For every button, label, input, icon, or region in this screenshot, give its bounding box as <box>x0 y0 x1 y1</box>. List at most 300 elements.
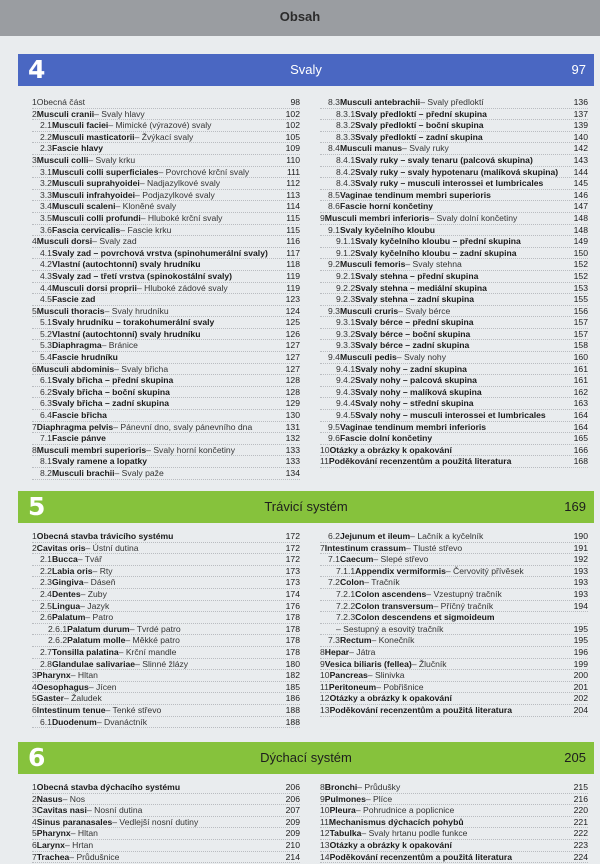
toc-title: Svaly ruky – musculi interossei et lumbricales <box>355 178 544 189</box>
toc-number: 2.1 <box>40 554 52 565</box>
toc-subtitle: – Krční mandle <box>118 646 177 657</box>
toc-number: 5.4 <box>40 352 52 363</box>
toc-entry[interactable] <box>32 375 300 387</box>
toc-entry[interactable] <box>320 248 588 260</box>
toc-title: Pharynx <box>36 828 71 839</box>
toc-entry[interactable] <box>320 120 588 132</box>
toc-entry[interactable] <box>32 248 300 260</box>
toc-entry[interactable] <box>320 340 588 352</box>
toc-number: 3.5 <box>40 212 52 223</box>
toc-entry[interactable] <box>320 635 588 647</box>
toc-number: 4.4 <box>40 282 52 293</box>
toc-subtitle: – Nadjazylkové svaly <box>139 178 221 189</box>
toc-title: Oesophagus <box>36 681 89 692</box>
toc-title: Svaly nohy – musculi interossei et lumbricales <box>355 410 546 421</box>
toc-title: Fascie dolní končetiny <box>339 433 433 444</box>
toc-entry[interactable] <box>320 167 588 179</box>
toc-title: Musculi suprahyoidei <box>51 178 140 189</box>
toc-subtitle: – Bránice <box>101 340 138 351</box>
toc-number: 8.4.3 <box>336 178 356 189</box>
toc-entry[interactable] <box>320 840 588 852</box>
toc-title: Fascie pánve <box>51 433 106 444</box>
toc-subtitle: – Nosní dutina <box>86 805 143 816</box>
toc-entry[interactable] <box>32 531 300 543</box>
toc-page-number: 146 <box>573 189 588 200</box>
toc-page-number: 193 <box>573 565 588 576</box>
toc-entry[interactable] <box>320 329 588 341</box>
toc-title: Svaly kyčelního kloubu – přední skupina <box>355 236 521 247</box>
toc-entry[interactable] <box>32 97 300 109</box>
toc-title: Svaly ruky – svaly hypotenaru (malíková skupina) <box>355 166 559 177</box>
toc-entry[interactable] <box>320 190 588 202</box>
toc-entry[interactable] <box>320 682 588 694</box>
toc-title: Musculi membri superioris <box>36 444 147 455</box>
toc-number: 8.3.2 <box>336 120 356 131</box>
toc-entry[interactable] <box>320 531 588 543</box>
toc-title: Vesica biliaris (fellea) <box>324 658 412 669</box>
toc-title: Obecná stavba dýchacího systému <box>36 782 181 792</box>
toc-page-number: 196 <box>573 646 588 657</box>
toc-page-number: 216 <box>573 793 588 804</box>
toc-subtitle: – Svaly hlavy <box>94 108 145 119</box>
toc-page-number: 173 <box>285 577 300 588</box>
toc-number: 11 <box>320 456 329 467</box>
toc-number: 9.4.1 <box>336 363 356 374</box>
toc-entry[interactable] <box>320 456 588 468</box>
toc-entry[interactable] <box>320 109 588 121</box>
toc-page-number: 188 <box>285 704 300 715</box>
toc-entry[interactable] <box>320 817 588 829</box>
toc-entry[interactable] <box>32 705 300 717</box>
toc-page-number: 102 <box>285 120 300 131</box>
toc-entry[interactable] <box>320 201 588 213</box>
toc-entry[interactable] <box>320 294 588 306</box>
toc-number: 6 <box>32 839 37 850</box>
toc-page-number: 128 <box>285 386 300 397</box>
toc-page-number: 127 <box>285 352 300 363</box>
toc-entry[interactable] <box>32 283 300 295</box>
toc-entry[interactable] <box>32 612 300 624</box>
toc-entry[interactable] <box>320 577 588 589</box>
toc-entry[interactable] <box>32 589 300 601</box>
toc-entry[interactable] <box>32 817 300 829</box>
toc-title: Musculi antebrachii <box>339 97 421 107</box>
toc-entry[interactable] <box>32 805 300 817</box>
toc-entry[interactable] <box>32 329 300 341</box>
toc-number: 7.3 <box>328 635 340 646</box>
toc-page-number: 150 <box>573 247 588 258</box>
toc-entry[interactable] <box>320 283 588 295</box>
toc-entry[interactable] <box>32 647 300 659</box>
toc-subtitle: – Žaludek <box>64 693 102 704</box>
toc-number: 7.2.1 <box>336 588 356 599</box>
toc-entry[interactable] <box>320 352 588 364</box>
toc-entry[interactable] <box>320 213 588 225</box>
toc-number: 4 <box>32 681 37 692</box>
toc-entry[interactable] <box>32 387 300 399</box>
toc-number: 9.1.2 <box>336 247 356 258</box>
toc-entry[interactable] <box>320 236 588 248</box>
toc-subtitle: – Dáseň <box>83 577 116 588</box>
toc-subtitle: – Povrchové krční svaly <box>158 166 250 177</box>
toc-title: Svaly stehna – zadní skupina <box>355 294 475 305</box>
toc-entry[interactable] <box>320 422 588 434</box>
toc-entry[interactable] <box>32 352 300 364</box>
toc-entry[interactable] <box>32 213 300 225</box>
toc-page-number: 139 <box>573 120 588 131</box>
toc-entry[interactable] <box>320 259 588 271</box>
toc-title: Svaly břicha – zadní skupina <box>51 398 169 409</box>
toc-number: 10 <box>320 805 330 816</box>
chapter-header-6[interactable] <box>18 742 594 774</box>
toc-title: Poděkování recenzentům a použitá literatura <box>329 851 512 862</box>
toc-subtitle: – Svaly hrtanu podle funkce <box>361 828 468 839</box>
toc-title: Musculi colli profundi <box>51 212 141 223</box>
toc-page-number: 194 <box>573 600 588 611</box>
toc-entry[interactable] <box>32 340 300 352</box>
toc-entry[interactable] <box>32 190 300 202</box>
toc-number: 3.2 <box>40 178 52 189</box>
toc-title: Palatum durum <box>67 623 130 634</box>
toc-entry[interactable] <box>32 456 300 468</box>
toc-entry[interactable] <box>32 132 300 144</box>
toc-title: Svaly zad – povrchová vrstva (spinohumerální svaly) <box>51 247 268 258</box>
toc-page-number: 180 <box>285 658 300 669</box>
toc-entry[interactable] <box>32 225 300 237</box>
toc-subtitle: – Pohrudnice a poplicnice <box>355 805 455 816</box>
toc-subtitle: – Plíce <box>365 793 393 804</box>
toc-title: Svaly ramene a lopatky <box>51 456 148 467</box>
toc-entry[interactable] <box>320 794 588 806</box>
toc-number: 3.3 <box>40 189 52 200</box>
toc-entry[interactable] <box>32 167 300 179</box>
toc-number: 2.1 <box>40 120 52 131</box>
toc-entry[interactable] <box>32 840 300 852</box>
toc-entry[interactable] <box>320 782 588 794</box>
toc-entry[interactable] <box>32 670 300 682</box>
toc-number: 5.3 <box>40 340 52 351</box>
toc-entry[interactable] <box>32 364 300 376</box>
toc-entry[interactable] <box>32 422 300 434</box>
toc-entry[interactable] <box>32 682 300 694</box>
toc-title: Svaly zad – třetí vrstva (spinokostální svaly) <box>51 270 233 281</box>
toc-title: Svaly nohy – zadní skupina <box>355 363 467 374</box>
toc-page-number: 152 <box>573 259 588 270</box>
toc-title: Musculi colli superficiales <box>51 166 159 177</box>
toc-entry[interactable] <box>320 445 588 457</box>
toc-title: Trachea <box>36 851 70 862</box>
toc-title: Diaphragma pelvis <box>36 421 114 432</box>
toc-number: 6.2 <box>40 386 52 397</box>
toc-title: Svaly bérce – zadní skupina <box>355 340 470 351</box>
toc-subtitle: – Tvrdé patro <box>129 623 181 634</box>
toc-title: Vaginae tendinum membri inferioris <box>339 421 487 432</box>
toc-page-number: 206 <box>285 782 300 792</box>
toc-page-number: 110 <box>286 154 300 165</box>
toc-number: 3 <box>32 670 37 681</box>
toc-entry[interactable] <box>320 387 588 399</box>
toc-page-number: 221 <box>573 816 588 827</box>
toc-entry[interactable] <box>32 236 300 248</box>
toc-title: Fascie horní končetiny <box>339 201 434 212</box>
toc-number: 5 <box>32 305 37 316</box>
toc-entry[interactable] <box>320 670 588 682</box>
toc-subtitle: – Svaly krku <box>88 154 136 165</box>
toc-entry[interactable] <box>32 155 300 167</box>
toc-page-number: 112 <box>286 178 300 189</box>
toc-title: Svaly předloktí – zadní skupina <box>355 131 483 142</box>
toc-entry[interactable] <box>320 375 588 387</box>
toc-title: Dentes <box>51 588 81 599</box>
toc-number: 11 <box>320 681 329 692</box>
toc-subtitle: – Svaly nohy <box>396 352 446 363</box>
toc-number: 9.4.5 <box>336 410 356 421</box>
toc-entry[interactable] <box>32 201 300 213</box>
toc-entry[interactable] <box>32 601 300 613</box>
toc-title: Fascie zad <box>51 294 96 305</box>
toc-page-number: 117 <box>286 247 300 258</box>
toc-page-number: 192 <box>573 554 588 565</box>
toc-number: 9 <box>320 658 325 669</box>
chapter-header-5[interactable] <box>18 491 594 523</box>
toc-page-number: 143 <box>573 154 588 165</box>
toc-subtitle: – Lačník a kyčelník <box>410 531 484 541</box>
toc-title: Jejunum et ileum <box>339 531 411 541</box>
toc-entry[interactable] <box>32 554 300 566</box>
toc-entry[interactable] <box>320 271 588 283</box>
toc-title: Colon transversum <box>355 600 434 611</box>
toc-entry[interactable] <box>320 398 588 410</box>
toc-page-number: 195 <box>573 623 588 634</box>
toc-subtitle: – Podjazylkové svaly <box>135 189 215 200</box>
toc-number: 1 <box>32 97 37 107</box>
toc-number: 12 <box>320 828 330 839</box>
toc-title: Rectum <box>339 635 372 646</box>
toc-title: Otázky a obrázky k opakování <box>329 444 452 455</box>
toc-number: 9 <box>320 212 325 223</box>
toc-title: Svaly nohy – palcová skupina <box>355 375 477 386</box>
toc-entry[interactable] <box>32 468 300 480</box>
toc-title: Poděkování recenzentům a použitá literatura <box>329 704 512 715</box>
toc-entry[interactable] <box>320 705 588 717</box>
toc-title: Musculi dorsi proprii <box>51 282 137 293</box>
toc-title: Palatum <box>51 612 86 623</box>
toc-number: 9.3.1 <box>336 317 356 328</box>
toc-page-number: 129 <box>285 398 300 409</box>
toc-entry[interactable] <box>32 693 300 705</box>
toc-page-number: 124 <box>285 305 300 316</box>
toc-entry[interactable] <box>32 577 300 589</box>
toc-number: 7 <box>32 421 37 432</box>
toc-title: Musculi thoracis <box>36 305 105 316</box>
toc-entry[interactable] <box>32 445 300 457</box>
toc-subtitle: – Slinivka <box>367 670 405 681</box>
toc-number: 5 <box>32 693 37 704</box>
toc-subtitle: – Konečník <box>371 635 415 646</box>
toc-number: 4 <box>32 236 37 247</box>
toc-entry[interactable] <box>32 794 300 806</box>
toc-number: 9.5 <box>328 421 340 432</box>
toc-title: Svaly břicha – přední skupina <box>51 375 174 386</box>
toc-number: 5.1 <box>40 317 52 328</box>
toc-entry[interactable] <box>320 433 588 445</box>
toc-page-number: 153 <box>573 282 588 293</box>
toc-entry[interactable] <box>320 601 588 613</box>
toc-page-number: 165 <box>573 433 588 444</box>
toc-entry[interactable] <box>32 410 300 422</box>
toc-page-number: 190 <box>573 531 588 541</box>
chapter-title: Dýchací systém <box>260 750 352 765</box>
toc-subtitle: – Pobřišnice <box>376 681 424 692</box>
toc-entry[interactable] <box>320 554 588 566</box>
toc-number: 6.1 <box>40 375 52 386</box>
toc-page-number: 178 <box>285 635 300 646</box>
toc-entry[interactable] <box>32 109 300 121</box>
toc-entry[interactable] <box>320 693 588 705</box>
toc-entry[interactable] <box>320 306 588 318</box>
toc-entry[interactable] <box>32 566 300 578</box>
toc-number: 8 <box>320 782 325 792</box>
toc-number: 6.3 <box>40 398 52 409</box>
toc-page-number: 160 <box>573 352 588 363</box>
page-title: Obsah <box>279 9 321 24</box>
toc-entry[interactable] <box>320 410 588 422</box>
toc-page-number: 178 <box>285 646 300 657</box>
toc-entry[interactable] <box>32 624 300 636</box>
toc-subtitle: – Svaly bérce <box>398 305 451 316</box>
toc-title: Musculi brachii <box>51 468 115 478</box>
toc-entry[interactable] <box>32 398 300 410</box>
toc-subtitle: – Svaly horní končetiny <box>146 444 236 455</box>
toc-subtitle: – Měkké patro <box>125 635 180 646</box>
toc-entry[interactable] <box>320 659 588 671</box>
toc-title: Musculi dorsi <box>36 236 93 247</box>
toc-column-right <box>320 782 588 863</box>
toc-entry[interactable] <box>32 828 300 840</box>
toc-page-number: 155 <box>573 294 588 305</box>
toc-number: 7.1 <box>328 554 340 565</box>
toc-number: 2.2 <box>40 131 52 142</box>
toc-subtitle: – Svaly břicha <box>114 363 169 374</box>
toc-number: 2 <box>32 542 37 553</box>
toc-title: Svaly bérce – boční skupina <box>355 328 471 339</box>
toc-page-number: 102 <box>285 108 300 119</box>
toc-entry[interactable] <box>32 635 300 647</box>
toc-number: 4 <box>32 816 37 827</box>
toc-number: 6.1 <box>40 716 52 727</box>
toc-page-number: 111 <box>286 166 300 177</box>
toc-page-number: 210 <box>285 839 300 850</box>
toc-page-number: 161 <box>573 375 588 386</box>
toc-number: 7.2.3 <box>336 612 356 623</box>
toc-number: 9.2.2 <box>336 282 356 293</box>
toc-entry[interactable] <box>320 852 588 864</box>
toc-entry[interactable] <box>320 612 588 624</box>
toc-page-number: 119 <box>286 282 300 293</box>
toc-entry[interactable] <box>32 178 300 190</box>
toc-entry[interactable] <box>320 143 588 155</box>
toc-page-number: 185 <box>285 681 300 692</box>
toc-title: Larynx <box>36 839 65 850</box>
toc-title: Musculi femoris <box>339 259 406 270</box>
toc-entry[interactable] <box>32 317 300 329</box>
toc-title: Cavitas nasi <box>36 805 87 816</box>
toc-entry[interactable] <box>32 852 300 864</box>
toc-entry[interactable] <box>32 306 300 318</box>
toc-entry[interactable] <box>320 97 588 109</box>
toc-entry[interactable] <box>320 647 588 659</box>
toc-entry[interactable] <box>320 317 588 329</box>
toc-entry[interactable] <box>320 624 588 636</box>
toc-page-number: 109 <box>285 143 300 154</box>
toc-entry[interactable] <box>32 271 300 283</box>
toc-page-number: 188 <box>285 716 300 727</box>
toc-entry[interactable] <box>320 566 588 578</box>
toc-page-number: 118 <box>286 259 300 270</box>
toc-entry[interactable] <box>320 589 588 601</box>
toc-entry[interactable] <box>32 294 300 306</box>
toc-number: 8.3 <box>328 97 340 107</box>
toc-page-number: 223 <box>573 839 588 850</box>
toc-entry[interactable] <box>320 155 588 167</box>
toc-number: 3.1 <box>40 166 52 177</box>
toc-entry[interactable] <box>320 132 588 144</box>
toc-title: Musculi masticatorii <box>51 131 135 142</box>
toc-page-number: 172 <box>285 531 300 541</box>
toc-entry[interactable] <box>32 659 300 671</box>
chapter-title: Trávicí systém <box>264 499 348 514</box>
toc-number: 3 <box>32 805 37 816</box>
toc-page-number: 195 <box>573 635 588 646</box>
toc-title: Mechanismus dýchacích pohybů <box>328 816 464 827</box>
toc-entry[interactable] <box>32 433 300 445</box>
toc-entry[interactable] <box>32 717 300 729</box>
toc-entry[interactable] <box>320 543 588 555</box>
toc-number: 5.2 <box>40 328 52 339</box>
toc-number: 8.4 <box>328 143 340 154</box>
toc-page-number: 113 <box>286 189 300 200</box>
toc-title: Intestinum crassum <box>324 542 406 553</box>
toc-number: 2.2 <box>40 565 52 576</box>
toc-title: Lingua <box>51 600 81 611</box>
toc-number: 2.6 <box>40 612 52 623</box>
toc-subtitle: – Mimické (výrazové) svaly <box>108 120 212 131</box>
toc-entry[interactable] <box>320 225 588 237</box>
toc-entry[interactable] <box>32 543 300 555</box>
toc-entry[interactable] <box>32 782 300 794</box>
toc-number: 7 <box>320 542 325 553</box>
toc-page-number: 222 <box>573 828 588 839</box>
toc-subtitle: – Dvanáctník <box>96 716 147 727</box>
toc-entry[interactable] <box>320 178 588 190</box>
toc-subtitle: – Jícen <box>88 681 117 692</box>
toc-page-number: 214 <box>285 851 300 862</box>
toc-entry[interactable] <box>320 828 588 840</box>
toc-number: 2.7 <box>40 646 52 657</box>
toc-entry[interactable] <box>32 259 300 271</box>
toc-entry[interactable] <box>320 805 588 817</box>
toc-subtitle: – Pánevní dno, svaly pánevního dna <box>113 421 253 432</box>
toc-entry[interactable] <box>320 364 588 376</box>
chapter-header-4[interactable] <box>18 54 594 86</box>
toc-entry[interactable] <box>32 120 300 132</box>
toc-page-number: 116 <box>286 236 300 247</box>
toc-title: Caecum <box>339 554 374 565</box>
toc-page-number: 200 <box>573 670 588 681</box>
toc-entry[interactable] <box>32 143 300 155</box>
toc-subtitle: – Hluboké krční svaly <box>140 212 223 223</box>
toc-page-number: 172 <box>285 542 300 553</box>
